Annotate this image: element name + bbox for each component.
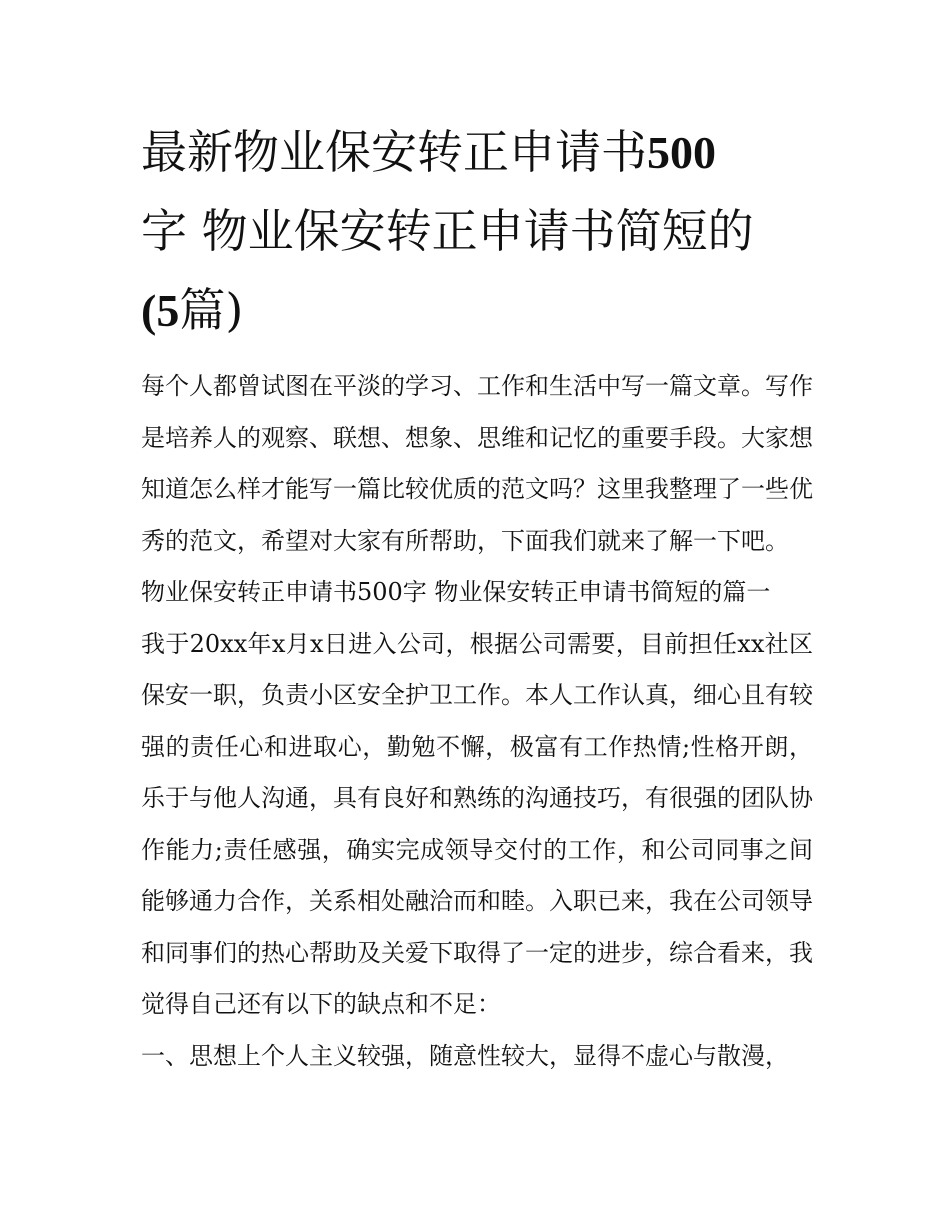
document-title — [141, 113, 813, 350]
title-count: (5 — [141, 285, 180, 336]
title-text-3: 篇) — [179, 283, 244, 337]
body-paragraph-2: 一、思想上个人主义较强，随意性较大，显得不虚心与散漫， — [141, 1041, 789, 1070]
body-paragraph-1: 我于20xx年x月x日进入公司，根据公司需要，目前担任xx社区保安一职，负责小区安全护卫工作。本人工作认真，细心且有较强的责任心和进取心，勤勉不懈，极富有工作热情;性格开朗，乐于与他人沟通，具有良好和熟练的沟通技巧，有很强的团队协作能力;责任感强，确实完成领导交付的工作，和公司同事之间能够通力合作，关系相处融洽而和睦。入职已来，我在公司领导和同事们的热心帮助及关爱下取得了一定的进步，综合看来，我觉得自己还有以下的缺点和不足： — [141, 629, 813, 1018]
document-content — [141, 113, 813, 1082]
title-number-500: 500 — [647, 127, 716, 178]
title-text-2: 字 物业保安转正申请书简短的 — [141, 204, 754, 258]
title-text-1: 最新物业保安转正申请书 — [141, 125, 647, 179]
intro-paragraph: 每个人都曾试图在平淡的学习、工作和生活中写一篇文章。写作是培养人的观察、联想、想象、思维和记忆的重要手段。大家想知道怎么样才能写一篇比较优质的范文吗？这里我整理了一些优秀的范文，希望对大家有所帮助，下面我们就来了解一下吧。 — [141, 372, 813, 555]
section-heading: 物业保安转正申请书500字 物业保安转正申请书简短的篇一 — [141, 578, 771, 606]
